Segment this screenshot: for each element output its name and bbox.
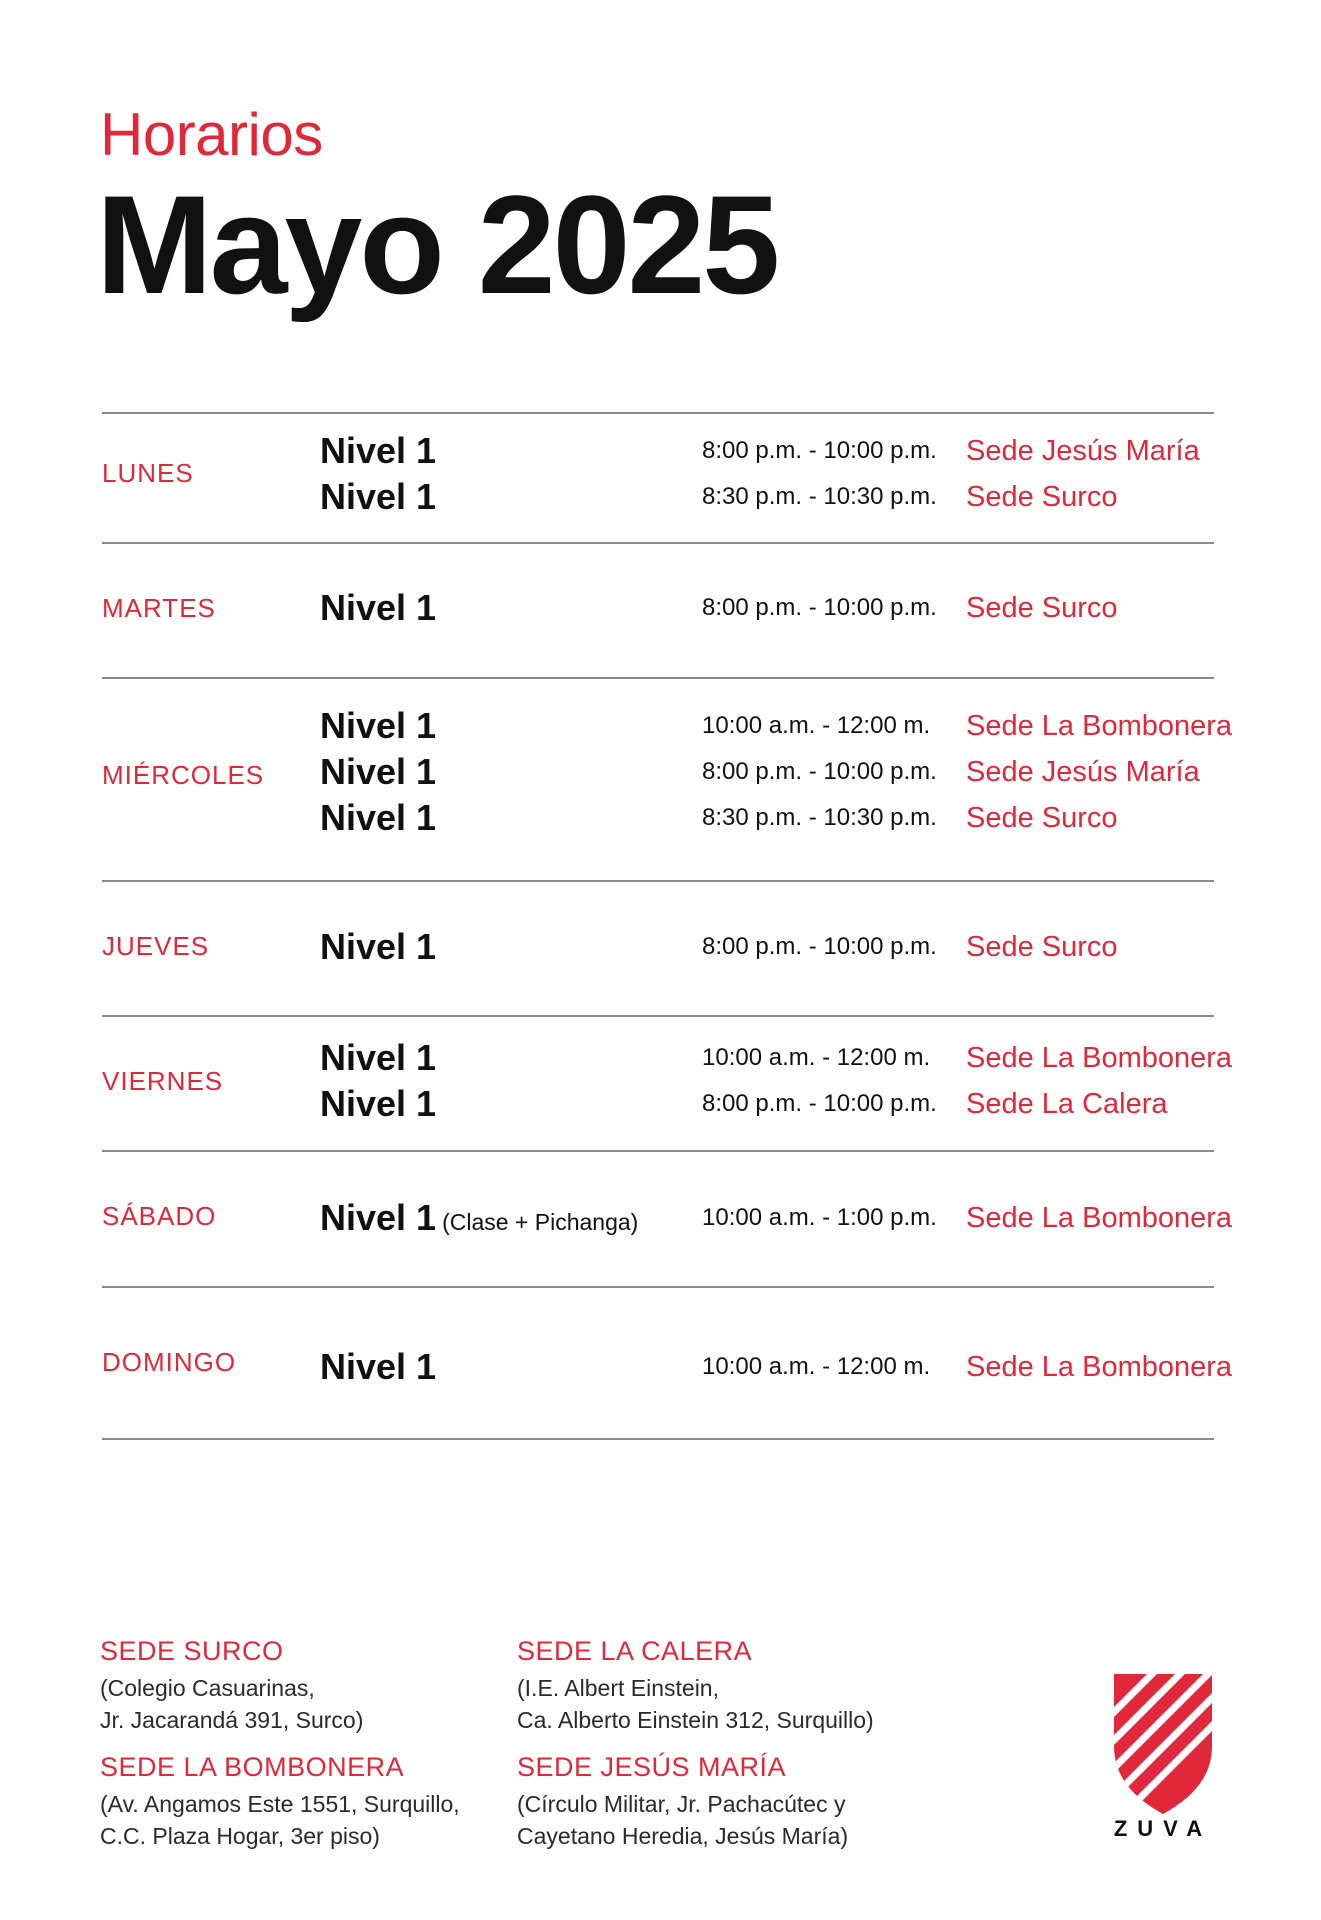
class-location: Sede Surco xyxy=(966,481,1118,513)
class-time: 8:30 p.m. - 10:30 p.m. xyxy=(702,483,937,510)
location-name: SEDE LA CALERA xyxy=(517,1636,753,1666)
class-level xyxy=(320,1035,436,1081)
class-location: Sede La Bombonera xyxy=(966,1042,1233,1074)
location-address-line: Cayetano Heredia, Jesús María) xyxy=(517,1823,849,1849)
class-level-text: Nivel 1 xyxy=(320,797,437,838)
class-level-text: Nivel 1 xyxy=(320,1083,437,1124)
class-time: 8:00 p.m. - 10:00 p.m. xyxy=(702,1090,937,1117)
class-level xyxy=(320,703,436,749)
class-level-text: Nivel 1 xyxy=(320,430,437,471)
class-level-text: Nivel 1 xyxy=(320,587,437,628)
class-location: Sede Jesús María xyxy=(966,435,1200,467)
class-level xyxy=(320,1195,638,1241)
day-label: SÁBADO xyxy=(102,1201,217,1231)
class-level xyxy=(320,1081,436,1127)
class-time: 10:00 a.m. - 1:00 p.m. xyxy=(702,1204,937,1231)
location-name: SEDE JESÚS MARÍA xyxy=(517,1752,787,1782)
day-label: JUEVES xyxy=(102,931,210,961)
row-divider xyxy=(102,1438,1214,1440)
location-address-line: (Colegio Casuarinas, xyxy=(100,1675,315,1701)
class-location: Sede La Bombonera xyxy=(966,1351,1233,1383)
class-level xyxy=(320,428,436,474)
class-level xyxy=(320,795,436,841)
location-address-line: C.C. Plaza Hogar, 3er piso) xyxy=(100,1823,380,1849)
page-title: Mayo 2025 xyxy=(96,166,778,323)
class-level-text: Nivel 1 xyxy=(320,476,437,517)
class-location: Sede La Bombonera xyxy=(966,1202,1233,1234)
row-divider xyxy=(102,542,1214,544)
day-label: MIÉRCOLES xyxy=(102,760,265,790)
location-name: SEDE SURCO xyxy=(100,1636,284,1666)
class-time: 10:00 a.m. - 12:00 m. xyxy=(702,1044,931,1071)
class-level-text: Nivel 1 xyxy=(320,1197,437,1238)
class-time: 8:00 p.m. - 10:00 p.m. xyxy=(702,933,937,960)
day-label: LUNES xyxy=(102,458,194,488)
class-time: 10:00 a.m. - 12:00 m. xyxy=(702,1353,931,1380)
location-address-line: (I.E. Albert Einstein, xyxy=(517,1675,719,1701)
row-divider xyxy=(102,677,1214,679)
class-location: Sede Surco xyxy=(966,802,1118,834)
brand-name: ZUVA xyxy=(1113,1816,1213,1841)
location-address-line: (Av. Angamos Este 1551, Surquillo, xyxy=(100,1791,460,1817)
day-label: DOMINGO xyxy=(102,1347,237,1377)
class-location: Sede Jesús María xyxy=(966,756,1200,788)
class-location: Sede Surco xyxy=(966,931,1118,963)
class-level-text: Nivel 1 xyxy=(320,1037,437,1078)
class-level-text: Nivel 1 xyxy=(320,1346,437,1387)
class-level xyxy=(320,1344,436,1390)
location-address-line: Ca. Alberto Einstein 312, Surquillo) xyxy=(517,1707,874,1733)
row-divider xyxy=(102,412,1214,414)
class-level-text: Nivel 1 xyxy=(320,926,437,967)
class-time: 8:30 p.m. - 10:30 p.m. xyxy=(702,804,937,831)
class-time: 8:00 p.m. - 10:00 p.m. xyxy=(702,758,937,785)
day-label: VIERNES xyxy=(102,1066,224,1096)
page-subtitle: Horarios xyxy=(100,101,323,168)
class-note: (Clase + Pichanga) xyxy=(442,1209,639,1235)
location-address-line: Jr. Jacarandá 391, Surco) xyxy=(100,1707,364,1733)
class-level xyxy=(320,749,436,795)
row-divider xyxy=(102,1150,1214,1152)
class-location: Sede Surco xyxy=(966,592,1118,624)
row-divider xyxy=(102,880,1214,882)
class-time: 8:00 p.m. - 10:00 p.m. xyxy=(702,437,937,464)
class-level-text: Nivel 1 xyxy=(320,705,437,746)
zuva-shield-logo xyxy=(1108,1668,1218,1818)
row-divider xyxy=(102,1015,1214,1017)
class-level xyxy=(320,474,436,520)
class-level-text: Nivel 1 xyxy=(320,751,437,792)
class-level xyxy=(320,585,436,631)
location-address-line: (Círculo Militar, Jr. Pachacútec y xyxy=(517,1791,846,1817)
class-time: 10:00 a.m. - 12:00 m. xyxy=(702,712,931,739)
class-level xyxy=(320,924,436,970)
class-time: 8:00 p.m. - 10:00 p.m. xyxy=(702,594,937,621)
class-location: Sede La Bombonera xyxy=(966,710,1233,742)
row-divider xyxy=(102,1286,1214,1288)
class-location: Sede La Calera xyxy=(966,1088,1168,1120)
location-name: SEDE LA BOMBONERA xyxy=(100,1752,405,1782)
day-label: MARTES xyxy=(102,593,216,623)
